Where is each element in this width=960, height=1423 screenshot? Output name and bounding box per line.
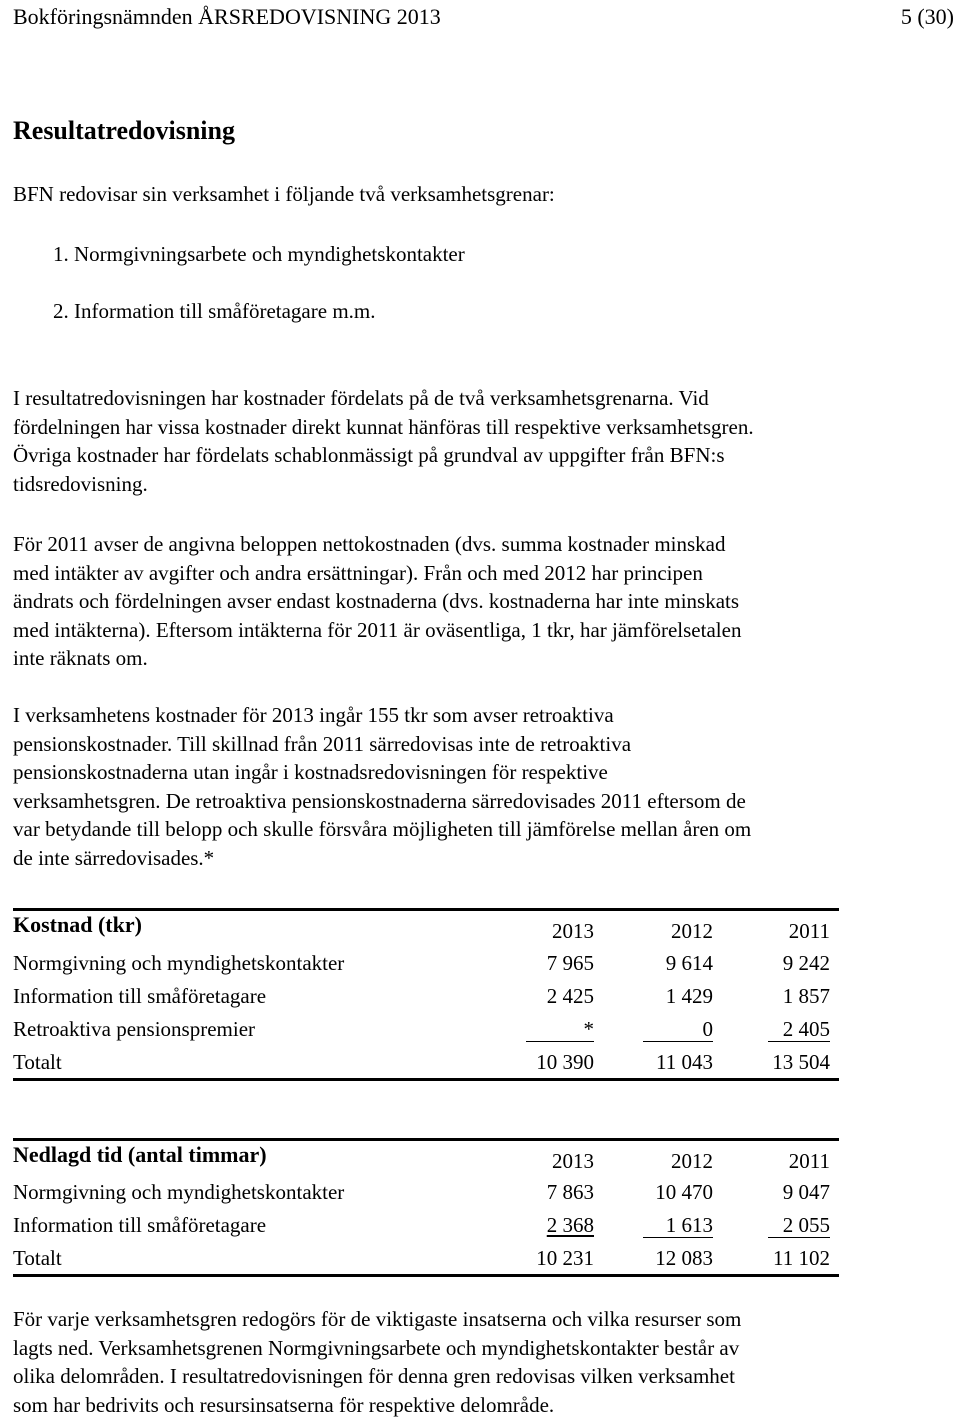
cell-2012 bbox=[603, 1213, 713, 1238]
column-header-2011: 2011 bbox=[788, 1149, 830, 1173]
column-header-2013: 2013 bbox=[552, 1149, 594, 1173]
time-table bbox=[13, 1138, 839, 1280]
table-header-row bbox=[13, 912, 839, 945]
cell-2011: 11 102 bbox=[773, 1246, 830, 1270]
table-top-rule bbox=[13, 1138, 839, 1141]
cell-2013 bbox=[484, 1213, 594, 1238]
cell-2012: 12 083 bbox=[655, 1246, 713, 1270]
cell-2011 bbox=[720, 1213, 830, 1238]
paragraph-line: I resultatredovisningen har kostnader fördelats på de två verksamhetsgrenarna. Vid bbox=[13, 386, 709, 410]
cell-2012: 1 429 bbox=[665, 984, 713, 1008]
paragraph-line: med intäkter av avgifter och andra ersättningar). Från och med 2012 har principen bbox=[13, 560, 703, 585]
cell-2013: 10 231 bbox=[536, 1246, 594, 1270]
row-label: Information till småföretagare bbox=[13, 1213, 267, 1237]
paragraph-allocation bbox=[13, 384, 913, 498]
row-label: Retroaktiva pensionspremier bbox=[13, 1017, 256, 1041]
underlined-value: 0 bbox=[643, 1017, 713, 1042]
header-title: Bokföringsnämnden ÅRSREDOVISNING 2013 bbox=[13, 4, 441, 29]
paragraph-line: verksamhetsgren. De retroaktiva pensionskostnaderna särredovisades 2011 eftersom de bbox=[13, 788, 746, 813]
paragraph-line: olika delområden. I resultatredovisningen för denna gren redovisas vilken verksamhet bbox=[13, 1364, 735, 1389]
cell-2013: 10 390 bbox=[536, 1050, 594, 1074]
row-label: Totalt bbox=[13, 1246, 62, 1270]
intro-text: BFN redovisar sin verksamhet i följande två verksamhetsgrenar: bbox=[13, 182, 555, 206]
paragraph-closing bbox=[13, 1305, 913, 1419]
paragraph-line: lagts ned. Verksamhetsgrenen Normgivningsarbete och myndighetskontakter består av bbox=[13, 1335, 740, 1360]
row-label: Information till småföretagare bbox=[13, 984, 267, 1008]
underlined-value: 2 368 bbox=[546, 1213, 594, 1237]
cell-2012 bbox=[603, 1017, 713, 1042]
paragraph-line: pensionskostnader. Till skillnad från 2011 särredovisas inte de retroaktiva bbox=[13, 731, 632, 756]
column-header-2012: 2012 bbox=[671, 919, 713, 943]
table-bottom-rule bbox=[13, 1078, 839, 1081]
table-header-label: Nedlagd tid (antal timmar) bbox=[13, 1142, 267, 1167]
table-header-label: Kostnad (tkr) bbox=[13, 912, 142, 937]
paragraph-line: Övriga kostnader har fördelats schablonmässigt på grundval av uppgifter från BFN:s bbox=[13, 443, 725, 468]
cell-2011: 13 504 bbox=[772, 1050, 830, 1074]
column-header-2013: 2013 bbox=[552, 919, 594, 943]
cell-2011: 9 242 bbox=[782, 951, 830, 975]
paragraph-pension-note bbox=[13, 701, 913, 873]
cell-2011: 9 047 bbox=[782, 1180, 830, 1204]
row-label: Totalt bbox=[13, 1050, 62, 1074]
list-item-2: 2. Information till småföretagare m.m. bbox=[53, 299, 376, 323]
table-row bbox=[13, 1017, 839, 1050]
cell-2013 bbox=[484, 1017, 594, 1042]
paragraph-line: I verksamhetens kostnader för 2013 ingår 155 tkr som avser retroaktiva bbox=[13, 703, 614, 727]
table-row bbox=[13, 984, 839, 1017]
row-label: Normgivning och myndighetskontakter bbox=[13, 1180, 345, 1204]
paragraph-line: med intäkterna). Eftersom intäkterna för 2011 är oväsentliga, 1 tkr, har jämförelsetalen bbox=[13, 617, 742, 642]
cell-2012: 11 043 bbox=[656, 1050, 713, 1074]
cell-2011: 1 857 bbox=[782, 984, 830, 1008]
underlined-value: 1 613 bbox=[643, 1213, 713, 1238]
underlined-value: 2 055 bbox=[768, 1213, 830, 1238]
cost-table bbox=[13, 908, 839, 1084]
column-header-2011: 2011 bbox=[788, 919, 830, 943]
list-item-1: 1. Normgivningsarbete och myndighetskontakter bbox=[53, 242, 465, 266]
cell-2011 bbox=[720, 1017, 830, 1042]
cell-2013: 7 965 bbox=[546, 951, 594, 975]
underlined-value: * bbox=[526, 1017, 594, 1042]
cell-2012: 10 470 bbox=[655, 1180, 713, 1204]
paragraph-line: För 2011 avser de angivna beloppen nettokostnaden (dvs. summa kostnader minskad bbox=[13, 532, 726, 556]
paragraph-line: tidsredovisning. bbox=[13, 471, 148, 496]
page-number: 5 (30) bbox=[900, 4, 954, 29]
table-header-row bbox=[13, 1142, 839, 1175]
paragraph-line: fördelningen har vissa kostnader direkt kunnat hänföras till respektive verksamhetsgren. bbox=[13, 414, 754, 439]
underlined-value: 2 405 bbox=[768, 1017, 830, 1042]
paragraph-line: ändrats och fördelningen avser endast kostnaderna (dvs. kostnaderna har inte minskats bbox=[13, 589, 740, 614]
table-row bbox=[13, 1180, 839, 1213]
table-row bbox=[13, 951, 839, 984]
row-label: Normgivning och myndighetskontakter bbox=[13, 951, 345, 975]
table-bottom-rule bbox=[13, 1274, 839, 1277]
paragraph-line: inte räknats om. bbox=[13, 646, 148, 671]
paragraph-line: var betydande till belopp och skulle försvåra möjligheten till jämförelse mellan åren om bbox=[13, 817, 752, 842]
cell-2012: 9 614 bbox=[665, 951, 713, 975]
table-top-rule bbox=[13, 908, 839, 911]
cell-2013: 7 863 bbox=[546, 1180, 594, 1204]
paragraph-line: pensionskostnaderna utan ingår i kostnadsredovisningen för respektive bbox=[13, 760, 608, 785]
paragraph-line: som har bedrivits och resursinsatserna för respektive delområde. bbox=[13, 1392, 555, 1417]
paragraph-line: För varje verksamhetsgren redogörs för de viktigaste insatserna och vilka resurser som bbox=[13, 1307, 742, 1331]
section-title: Resultatredovisning bbox=[13, 116, 235, 145]
cell-2013: 2 425 bbox=[546, 984, 594, 1008]
table-row bbox=[13, 1213, 839, 1246]
column-header-2012: 2012 bbox=[671, 1149, 713, 1173]
paragraph-line: de inte särredovisades.* bbox=[13, 845, 215, 870]
paragraph-2011-note bbox=[13, 530, 913, 673]
